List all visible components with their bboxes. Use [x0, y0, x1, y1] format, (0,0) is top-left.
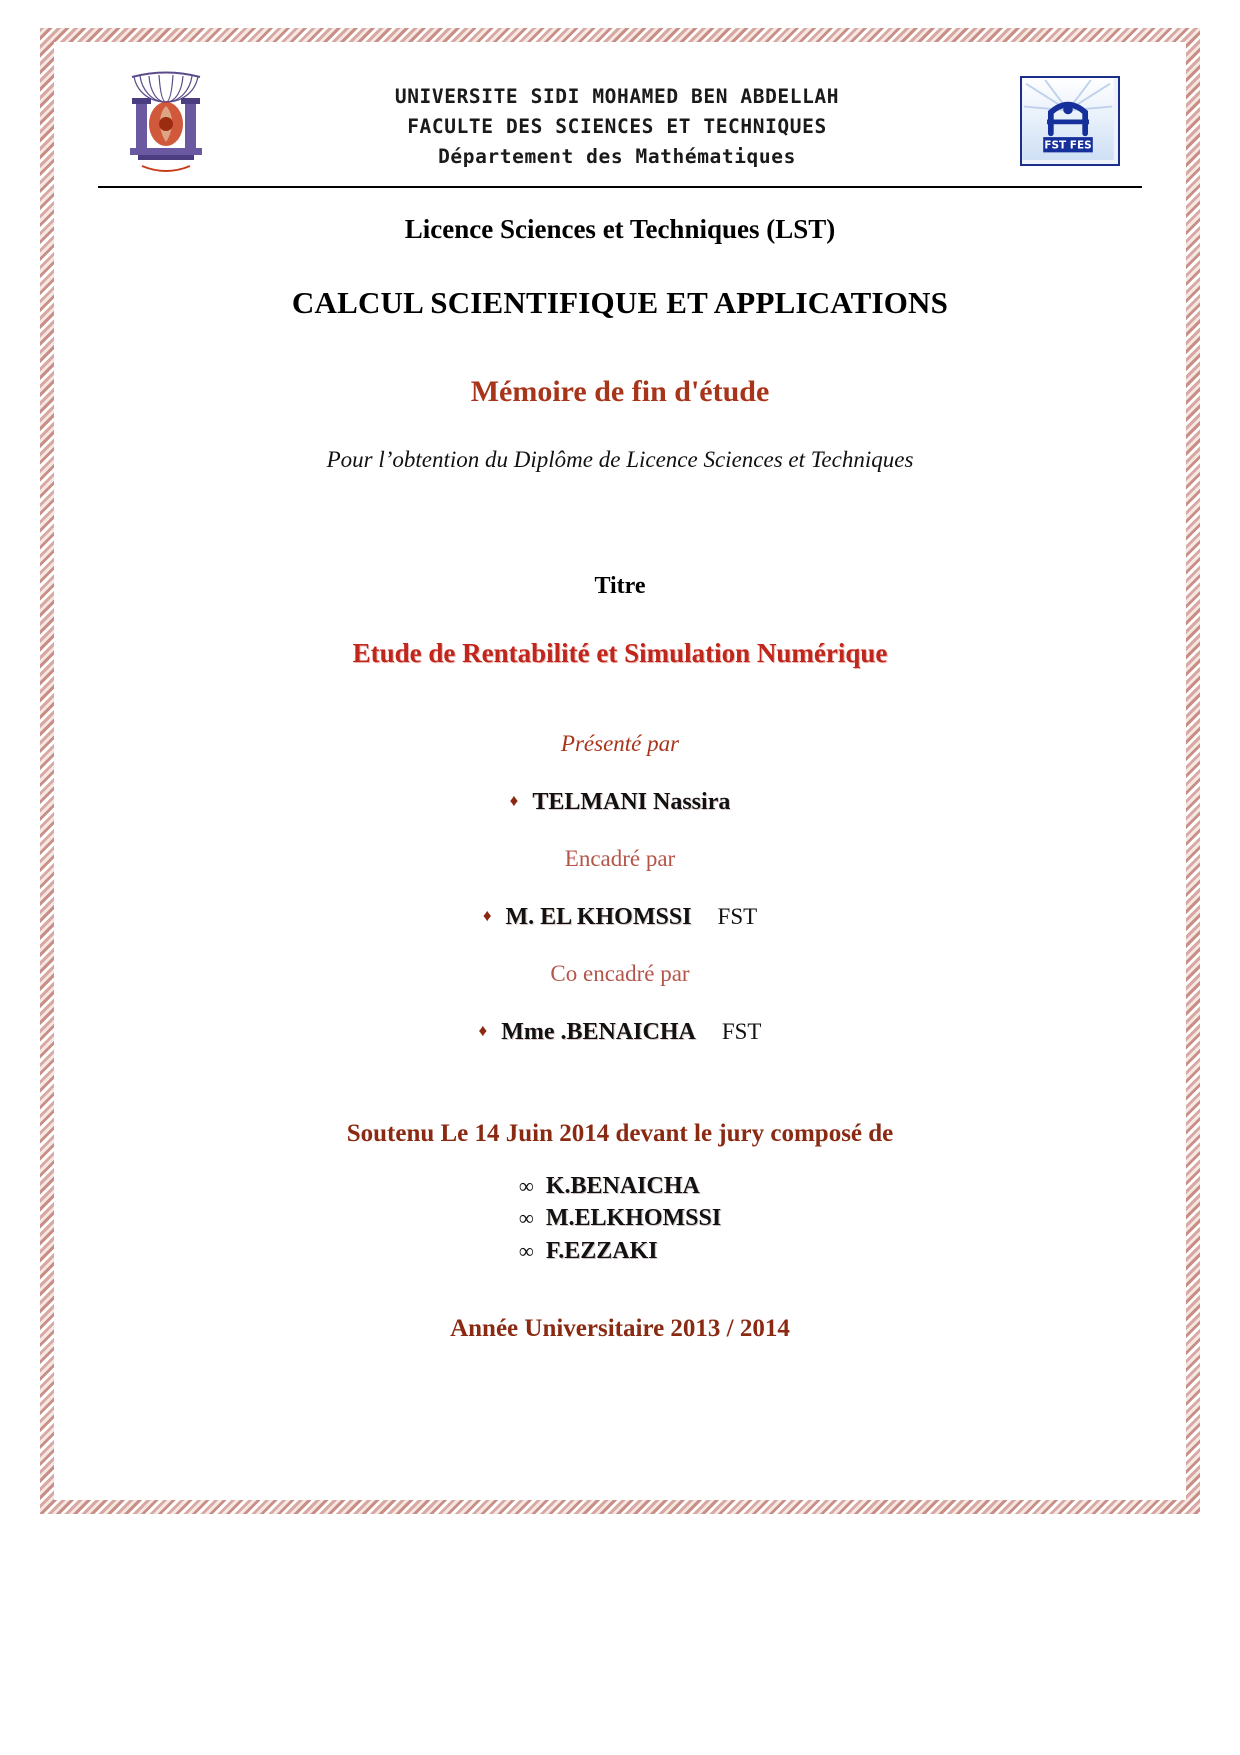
supervised-by-label: Encadré par	[564, 846, 676, 871]
supervisor-affiliation: FST	[717, 904, 758, 929]
cosupervisor-name: Mme .BENAICHA	[501, 1019, 696, 1045]
document-header	[90, 62, 1150, 180]
infinity-marker-icon: ∞	[518, 1206, 534, 1231]
header-university: UNIVERSITE SIDI MOHAMED BEN ABDELLAH	[394, 85, 840, 108]
supervisor-name: M. EL KHOMSSI	[505, 904, 692, 930]
header-institution-block	[214, 68, 1020, 173]
cosupervised-by-label: Co encadré par	[550, 961, 690, 986]
field-title: CALCUL SCIENTIFIQUE ET APPLICATIONS	[291, 285, 949, 320]
program-line: Licence Sciences et Techniques (LST)	[404, 214, 836, 244]
jury-list	[90, 1170, 1150, 1267]
title-label: Titre	[594, 573, 646, 599]
infinity-marker-icon: ∞	[518, 1238, 534, 1263]
header-faculty: FACULTE DES SCIENCES ET TECHNIQUES	[407, 115, 827, 139]
purpose-line: Pour l’obtention du Diplôme de Licence Sciences et Techniques	[326, 447, 914, 472]
header-divider	[98, 186, 1142, 188]
supervisor-row	[90, 904, 1150, 931]
svg-text:FST FES: FST FES	[1044, 139, 1092, 152]
thesis-subject: Etude de Rentabilité et Simulation Numérique	[352, 638, 888, 668]
university-emblem-icon	[118, 68, 214, 178]
academic-year: Année Universitaire 2013 / 2014	[450, 1315, 790, 1343]
diamond-bullet-icon: ♦	[478, 1021, 488, 1040]
document-page	[70, 50, 1170, 1494]
author-name: TELMANI Nassira	[532, 789, 731, 815]
jury-member	[519, 1170, 721, 1202]
jury-member-name: F.EZZAKI	[545, 1237, 658, 1264]
jury-member-name: M.ELKHOMSSI	[545, 1205, 722, 1232]
jury-member	[519, 1235, 721, 1267]
cosupervisor-row	[90, 1019, 1150, 1046]
author-row	[90, 789, 1150, 816]
presented-by-label: Présenté par	[560, 731, 680, 756]
header-department: Département des Mathématiques	[438, 145, 796, 169]
jury-member-name: K.BENAICHA	[545, 1173, 700, 1199]
cosupervisor-affiliation: FST	[721, 1019, 762, 1044]
infinity-marker-icon: ∞	[518, 1174, 534, 1198]
diamond-bullet-icon: ♦	[509, 791, 519, 810]
diamond-bullet-icon: ♦	[482, 906, 492, 925]
jury-member	[519, 1202, 721, 1234]
defense-line: Soutenu Le 14 Juin 2014 devant le jury composé de	[346, 1120, 894, 1147]
document-type: Mémoire de fin d'étude	[470, 375, 770, 408]
fst-fes-logo-icon	[1020, 76, 1120, 166]
